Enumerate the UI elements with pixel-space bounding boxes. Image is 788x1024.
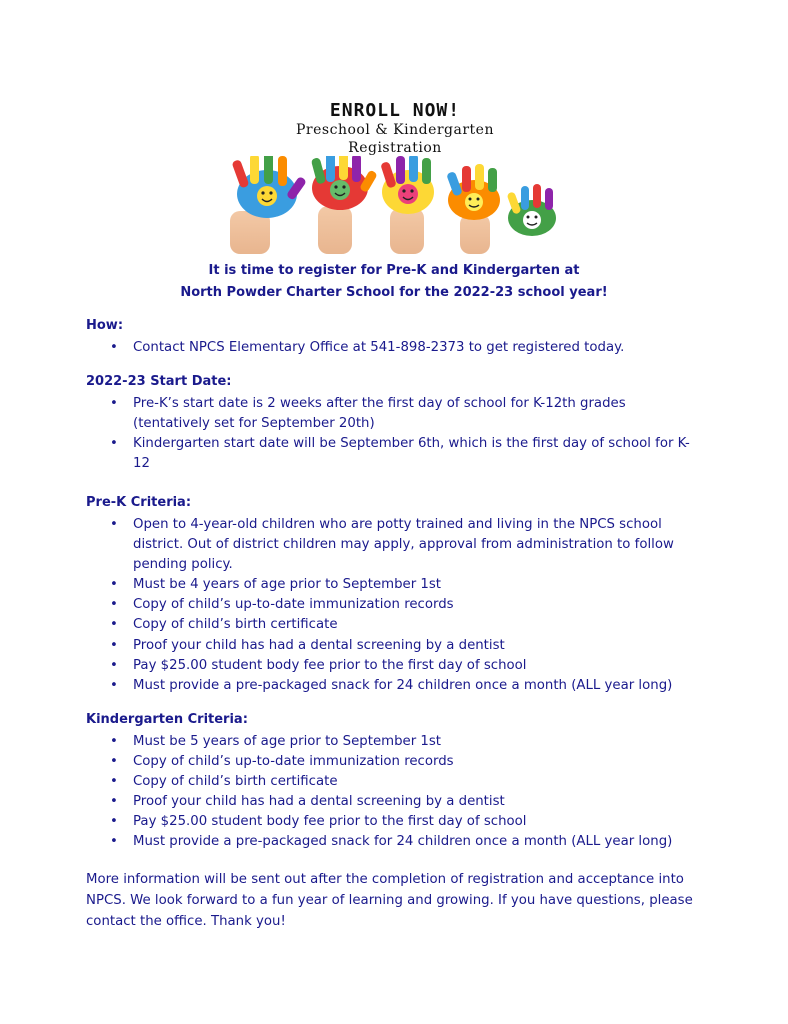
list-item: • Must be 5 years of age prior to September 1st xyxy=(86,732,706,752)
intro-line-2: North Powder Charter School for the 2022-23 school year! xyxy=(180,285,608,300)
list-item: • Pay $25.00 student body fee prior to the first day of school xyxy=(86,656,706,676)
kindergarten-criteria-heading: Kindergarten Criteria: xyxy=(86,712,248,727)
list-item: • Must provide a pre-packaged snack for 24 children once a month (ALL year long) xyxy=(86,832,706,852)
list-item: • Must be 4 years of age prior to September 1st xyxy=(86,575,706,595)
list-item: • Pre-K’s start date is 2 weeks after the first day of school for K-12th grades (tentatively set for September 20th) xyxy=(86,394,706,434)
painted-hands-illustration xyxy=(222,156,568,254)
enroll-banner xyxy=(222,96,568,254)
list-item: • Proof your child has had a dental screening by a dentist xyxy=(86,792,706,812)
list-item: • Pay $25.00 student body fee prior to the first day of school xyxy=(86,812,706,832)
list-item: • Contact NPCS Elementary Office at 541-898-2373 to get registered today. xyxy=(86,338,706,358)
prek-criteria-list xyxy=(86,515,706,696)
list-item: • Proof your child has had a dental screening by a dentist xyxy=(86,636,706,656)
intro-line-1: It is time to register for Pre-K and Kindergarten at xyxy=(208,263,580,278)
prek-criteria-heading: Pre-K Criteria: xyxy=(86,495,192,510)
list-item: • Copy of child’s birth certificate xyxy=(86,615,706,635)
kindergarten-criteria-list xyxy=(86,732,706,853)
closing-paragraph: More information will be sent out after the completion of registration and acceptance into NPCS. We look forward to a fun year of learning and growing. If you have questions, please contact the office. Thank you! xyxy=(86,872,693,929)
start-date-list xyxy=(86,394,706,474)
banner-subtitle-line1: Preschool & Kindergarten xyxy=(296,122,494,138)
banner-subtitle-line2: Registration xyxy=(348,140,442,156)
banner-title: ENROLL NOW! xyxy=(329,100,461,121)
list-item: • Kindergarten start date will be September 6th, which is the first day of school for K-12 xyxy=(86,434,706,474)
how-list xyxy=(86,338,706,358)
start-date-heading: 2022-23 Start Date: xyxy=(86,374,232,389)
list-item: • Copy of child’s up-to-date immunization records xyxy=(86,595,706,615)
list-item: • Copy of child’s birth certificate xyxy=(86,772,706,792)
list-item: • Must provide a pre-packaged snack for 24 children once a month (ALL year long) xyxy=(86,676,706,696)
list-item: • Open to 4-year-old children who are potty trained and living in the NPCS school district. Out of district children may apply, approval from administration to follow pending policy. xyxy=(86,515,706,575)
list-item: • Copy of child’s up-to-date immunization records xyxy=(86,752,706,772)
how-heading: How: xyxy=(86,318,124,333)
